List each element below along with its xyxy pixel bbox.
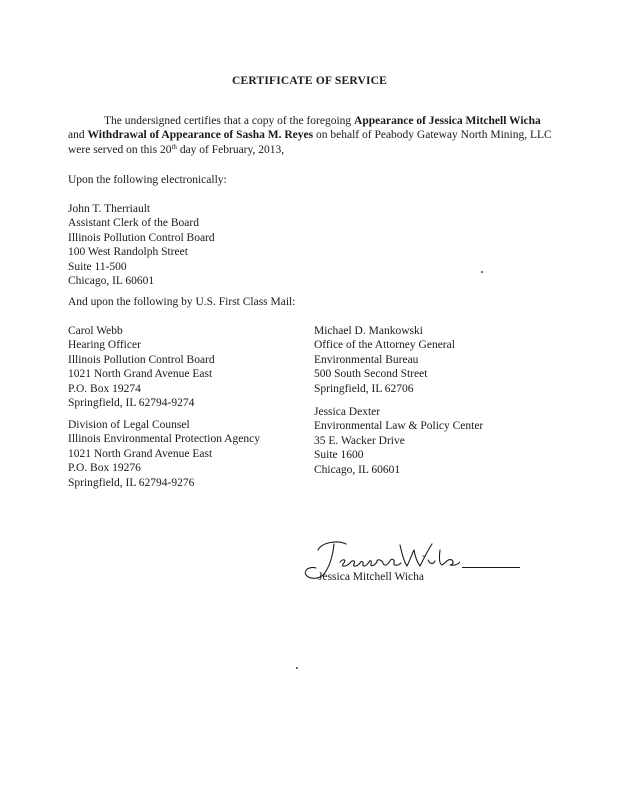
scan-speck [481, 271, 483, 273]
address-line: Environmental Bureau [314, 353, 419, 366]
statement-text-3: on behalf of Peabody Gateway North Mining, LLC were served on this 20 [68, 129, 552, 156]
signature-line [462, 567, 520, 568]
address-line: Assistant Clerk of the Board [68, 217, 199, 230]
date-ordinal-suffix: th [171, 142, 177, 151]
address-line: Illinois Environmental Protection Agency [68, 433, 260, 446]
address-line: Springfield, IL 62794-9274 [68, 397, 195, 410]
address-line: John T. Therriault [68, 203, 151, 215]
address-line: Office of the Attorney General [314, 339, 455, 352]
scan-speck [296, 667, 298, 669]
recipient-carol-webb [68, 324, 215, 410]
withdrawal-document-title: Withdrawal of Appearance of Sasha M. Reyes [87, 129, 314, 142]
address-line: Suite 11-500 [68, 260, 127, 273]
address-line: Suite 1600 [314, 449, 364, 462]
mail-service-heading: And upon the following by U.S. First Class Mail: [68, 296, 296, 308]
address-line: Chicago, IL 60601 [314, 463, 401, 476]
electronic-service-heading: Upon the following electronically: [68, 174, 227, 186]
address-line: 500 South Second Street [314, 368, 428, 381]
address-line: Illinois Pollution Control Board [68, 231, 215, 244]
address-line: Michael D. Mankowski [314, 325, 423, 337]
address-line: Springfield, IL 62794-9276 [68, 476, 195, 489]
address-line: Division of Legal Counsel [68, 419, 190, 431]
address-line: Hearing Officer [68, 339, 141, 352]
signatory-name: Jessica Mitchell Wicha [318, 571, 424, 583]
statement-text-4: day of February, 2013, [176, 143, 285, 156]
address-line: 1021 North Grand Avenue East [68, 368, 213, 381]
statement-text-2: and [68, 129, 88, 142]
address-line: P.O. Box 19274 [68, 382, 141, 395]
address-line: P.O. Box 19276 [68, 462, 141, 475]
recipient-dexter [314, 405, 483, 477]
address-line: 100 West Randolph Street [68, 246, 188, 259]
recipient-mankowski [314, 324, 455, 396]
service-statement [68, 114, 558, 157]
address-line: Chicago, IL 60601 [68, 275, 155, 288]
appearance-document-title: Appearance of Jessica Mitchell Wicha [354, 115, 541, 127]
address-line: 1021 North Grand Avenue East [68, 447, 213, 460]
address-line: Environmental Law & Policy Center [314, 420, 484, 433]
address-line: Jessica Dexter [314, 406, 381, 418]
address-line: Carol Webb [68, 325, 123, 337]
address-line: Springfield, IL 62706 [314, 382, 414, 395]
address-line: 35 E. Wacker Drive [314, 434, 405, 447]
document-title: CERTIFICATE OF SERVICE [231, 75, 388, 87]
electronic-recipient-address [68, 202, 215, 288]
statement-text-1: The undersigned certifies that a copy of the foregoing [104, 115, 355, 127]
recipient-legal-counsel [68, 418, 260, 490]
address-line: Illinois Pollution Control Board [68, 353, 215, 366]
